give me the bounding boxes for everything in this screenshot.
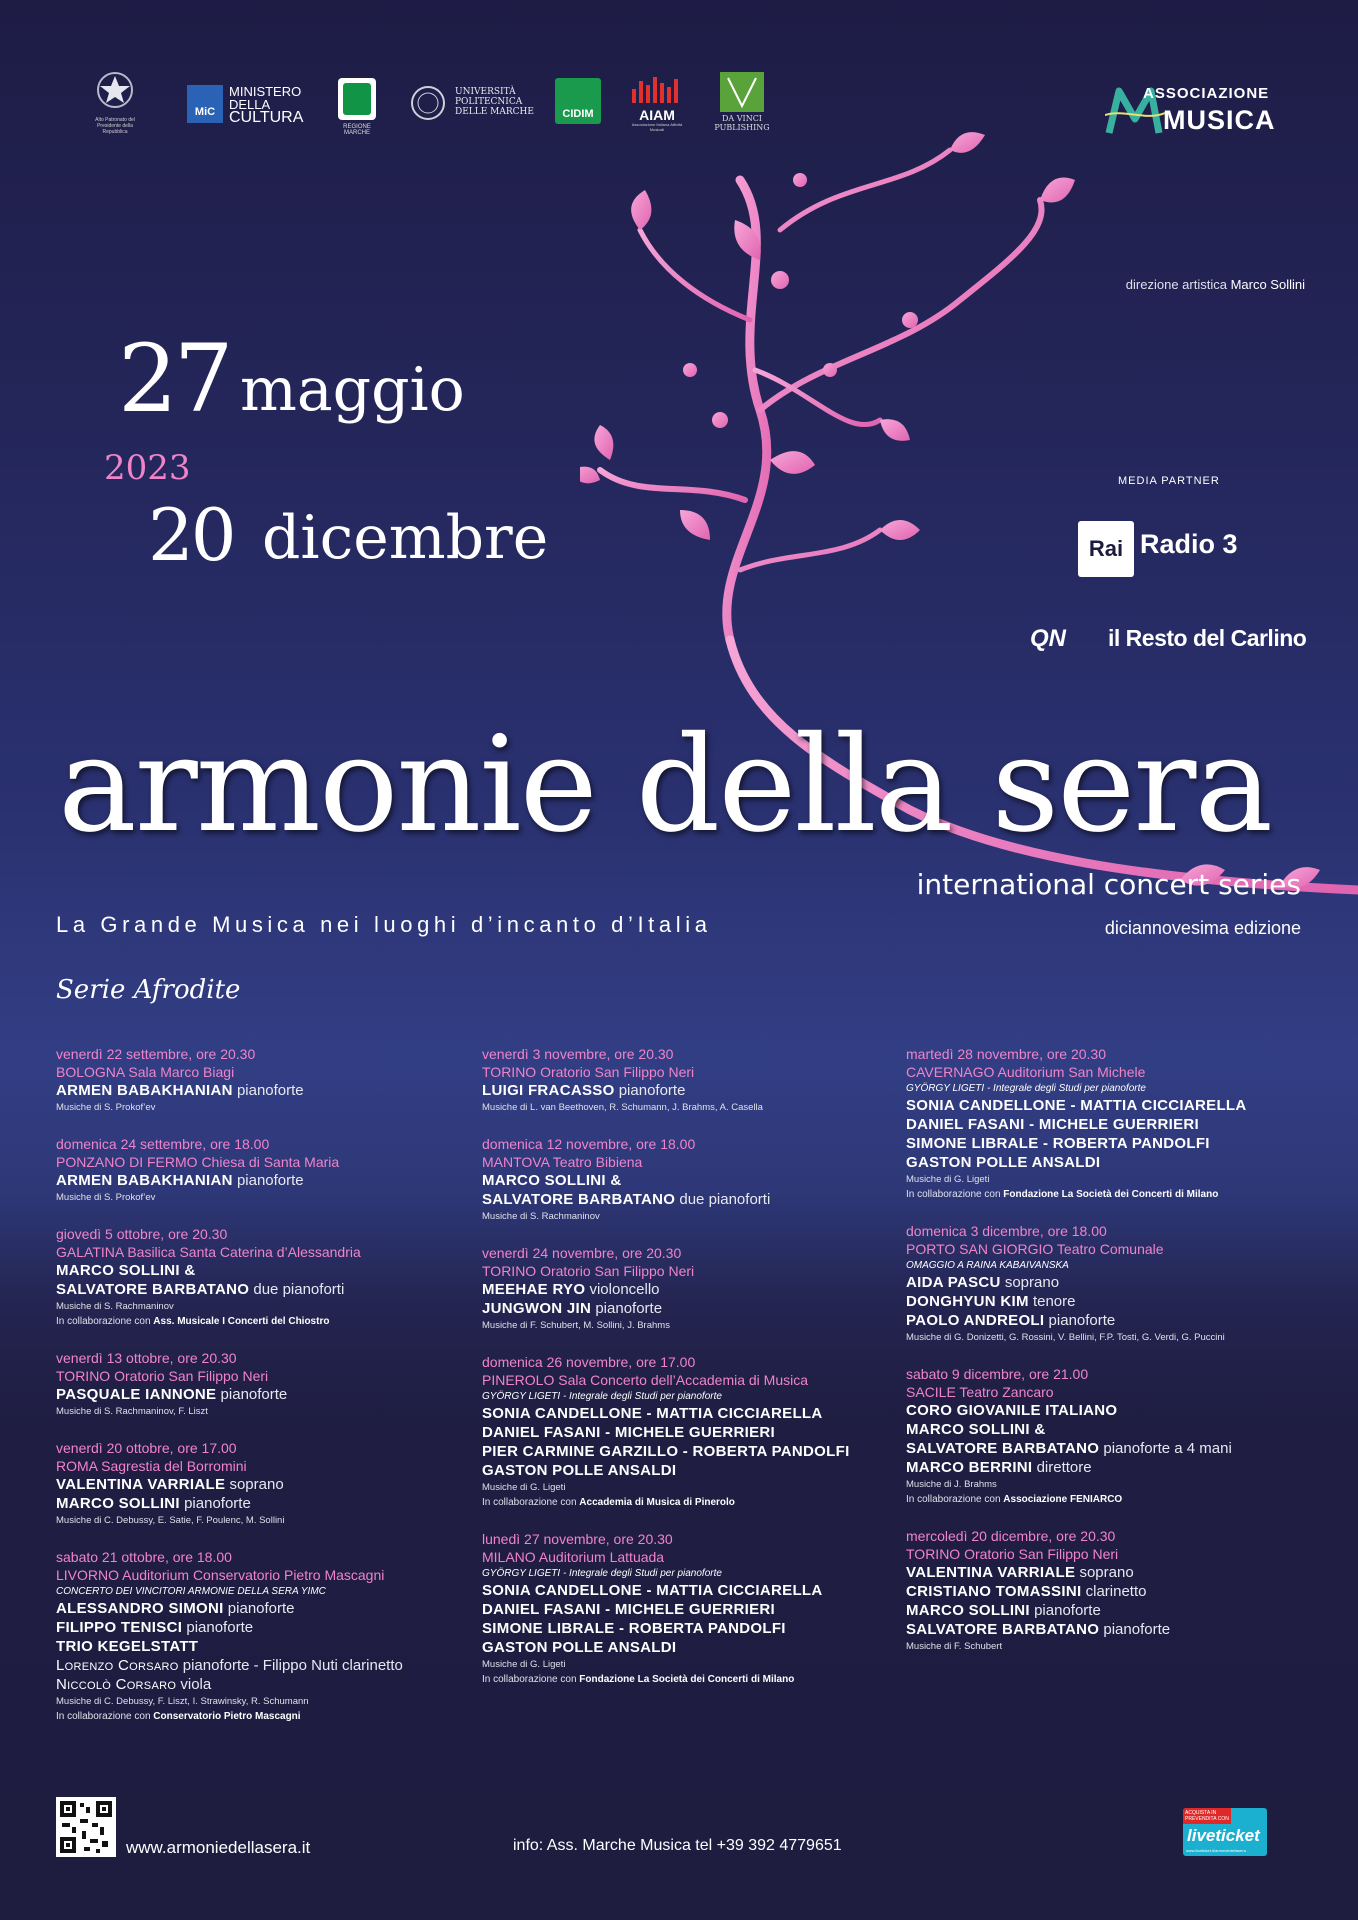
event-collaboration bbox=[906, 1187, 1316, 1202]
performer-name: SALVATORE BARBATANO bbox=[482, 1191, 676, 1208]
director-name: Marco Sollini bbox=[1230, 277, 1305, 292]
performer-name: ALESSANDRO SIMONI bbox=[56, 1600, 224, 1617]
event-venue: PINEROLO Sala Concerto dell’Accademia di Musica bbox=[482, 1372, 809, 1388]
performer-name: GASTON POLLE ANSALDI bbox=[906, 1154, 1101, 1171]
performer-name: DANIEL FASANI - MICHELE GUERRIERI bbox=[482, 1601, 775, 1618]
event-date: domenica 12 novembre, ore 18.00 bbox=[482, 1136, 696, 1152]
mic-line1: MINISTERO bbox=[229, 84, 302, 99]
start-month: maggio bbox=[240, 355, 465, 425]
event-date: martedì 28 novembre, ore 20.30 bbox=[906, 1046, 1107, 1062]
performer bbox=[906, 1115, 1316, 1134]
performer-role: clarinetto bbox=[1085, 1583, 1147, 1600]
event-collaboration bbox=[56, 1709, 466, 1724]
event-item bbox=[56, 1045, 466, 1115]
performer-name: SALVATORE BARBATANO bbox=[906, 1440, 1100, 1457]
performer bbox=[482, 1600, 892, 1619]
association-line2: MUSICA bbox=[1163, 105, 1276, 135]
performer-name: MARCO SOLLINI & bbox=[482, 1172, 622, 1189]
event-music: Musiche di C. Debussy, E. Satie, F. Poulenc, M. Sollini bbox=[56, 1515, 285, 1526]
performer bbox=[56, 1656, 466, 1675]
performer-name: DONGHYUN KIM bbox=[906, 1293, 1029, 1310]
event-collaboration bbox=[56, 1314, 466, 1329]
logo-aiam bbox=[628, 75, 686, 132]
event-date: venerdì 3 novembre, ore 20.30 bbox=[482, 1046, 674, 1062]
performer-name: MARCO SOLLINI bbox=[906, 1602, 1030, 1619]
collab-label: In collaborazione con bbox=[906, 1494, 1001, 1505]
performer bbox=[56, 1385, 466, 1404]
mic-line3: CULTURA bbox=[229, 109, 304, 126]
event-item bbox=[482, 1045, 892, 1115]
performer-role: soprano bbox=[1004, 1274, 1060, 1291]
performer-role: pianoforte a 4 mani bbox=[1103, 1440, 1232, 1457]
performer bbox=[906, 1439, 1316, 1458]
info-contact: info: Ass. Marche Musica tel +39 392 4779651 bbox=[513, 1837, 842, 1854]
performer bbox=[56, 1261, 466, 1280]
performer-name: ARMEN BABAKHANIAN bbox=[56, 1082, 233, 1099]
emblem-icon bbox=[95, 70, 135, 112]
performer bbox=[906, 1458, 1316, 1477]
start-day: 27 bbox=[118, 325, 230, 434]
event-item bbox=[906, 1222, 1316, 1345]
performer bbox=[482, 1442, 892, 1461]
event-date: mercoledì 20 dicembre, ore 20.30 bbox=[906, 1528, 1116, 1544]
performer-role: tenore bbox=[1032, 1293, 1076, 1310]
performer bbox=[56, 1081, 466, 1100]
event-date: giovedì 5 ottobre, ore 20.30 bbox=[56, 1226, 228, 1242]
performer-name: MARCO SOLLINI & bbox=[906, 1421, 1046, 1438]
performer-name: PAOLO ANDREOLI bbox=[906, 1312, 1045, 1329]
event-venue: SACILE Teatro Zancaro bbox=[906, 1384, 1054, 1400]
event-item bbox=[56, 1225, 466, 1329]
performer-name: MARCO BERRINI bbox=[906, 1459, 1033, 1476]
artistic-direction bbox=[1126, 277, 1305, 292]
year: 2023 bbox=[104, 448, 191, 488]
event-date: venerdì 22 settembre, ore 20.30 bbox=[56, 1046, 256, 1062]
performer-role: pianoforte bbox=[186, 1619, 254, 1636]
performer bbox=[56, 1599, 466, 1618]
performer-name: DANIEL FASANI - MICHELE GUERRIERI bbox=[482, 1424, 775, 1441]
event-date: venerdì 20 ottobre, ore 17.00 bbox=[56, 1440, 237, 1456]
performer-role: pianoforte bbox=[618, 1082, 686, 1099]
event-note: OMAGGIO A RAINA KABAIVANSKA bbox=[906, 1260, 1069, 1271]
performer-name: VALENTINA VARRIALE bbox=[56, 1476, 226, 1493]
performer-name: SONIA CANDELLONE - MATTIA CICCIARELLA bbox=[482, 1405, 823, 1422]
performer-role: due pianoforti bbox=[679, 1191, 771, 1208]
davinci-icon bbox=[720, 72, 764, 112]
performer-name: Lorenzo Corsaro bbox=[56, 1657, 179, 1674]
event-music: Musiche di G. Ligeti bbox=[482, 1659, 566, 1670]
performer-role: pianoforte bbox=[227, 1600, 295, 1617]
event-venue: TORINO Oratorio San Filippo Neri bbox=[482, 1263, 695, 1279]
performer bbox=[906, 1311, 1316, 1330]
performer-name: AIDA PASCU bbox=[906, 1274, 1001, 1291]
column-3 bbox=[906, 1045, 1316, 1674]
performer-role: pianoforte bbox=[220, 1386, 288, 1403]
event-note: CONCERTO DEI VINCITORI ARMONIE DELLA SERA YIMC bbox=[56, 1586, 326, 1597]
event-date: domenica 26 novembre, ore 17.00 bbox=[482, 1354, 696, 1370]
performer-role: viola bbox=[180, 1676, 212, 1693]
cidim-label: CIDIM bbox=[562, 108, 594, 120]
performer-role: pianoforte - Filippo Nuti clarinetto bbox=[182, 1657, 403, 1674]
performer-role: soprano bbox=[229, 1476, 284, 1493]
event-music: Musiche di F. Schubert, M. Sollini, J. Brahms bbox=[482, 1320, 670, 1331]
event-item bbox=[482, 1353, 892, 1510]
event-venue: BOLOGNA Sala Marco Biagi bbox=[56, 1064, 235, 1080]
event-venue: GALATINA Basilica Santa Caterina d’Alessandria bbox=[56, 1244, 361, 1260]
event-venue: LIVORNO Auditorium Conservatorio Pietro Mascagni bbox=[56, 1567, 385, 1583]
performer bbox=[906, 1273, 1316, 1292]
ticket-pre: ACQUISTA IN PREVENDITA CON bbox=[1183, 1808, 1231, 1824]
event-venue: PORTO SAN GIORGIO Teatro Comunale bbox=[906, 1241, 1164, 1257]
performer bbox=[482, 1404, 892, 1423]
performer bbox=[482, 1581, 892, 1600]
qn-logo: QN bbox=[1030, 625, 1066, 652]
performer-name: PIER CARMINE GARZILLO - ROBERTA PANDOLFI bbox=[482, 1443, 850, 1460]
performer bbox=[906, 1153, 1316, 1172]
event-venue: TORINO Oratorio San Filippo Neri bbox=[56, 1368, 269, 1384]
event-item bbox=[56, 1548, 466, 1724]
rai-label: Radio 3 bbox=[1140, 529, 1238, 559]
event-music: Musiche di C. Debussy, F. Liszt, I. Strawinsky, R. Schumann bbox=[56, 1696, 309, 1707]
event-music: Musiche di F. Schubert bbox=[906, 1641, 1003, 1652]
direction-label: direzione artistica bbox=[1125, 277, 1227, 292]
edition: diciannovesima edizione bbox=[1104, 918, 1301, 938]
performer-name: SALVATORE BARBATANO bbox=[56, 1281, 250, 1298]
event-music: Musiche di G. Ligeti bbox=[482, 1482, 566, 1493]
performer bbox=[906, 1601, 1316, 1620]
performer bbox=[906, 1292, 1316, 1311]
event-note: GYÖRGY LIGETI - Integrale degli Studi per pianoforte bbox=[906, 1083, 1146, 1094]
regione-caption: REGIONE MARCHE bbox=[343, 124, 371, 136]
tagline: La Grande Musica nei luoghi d’incanto d’Italia bbox=[56, 912, 712, 937]
performer-name: SONIA CANDELLONE - MATTIA CICCIARELLA bbox=[906, 1097, 1247, 1114]
collab-name: Fondazione La Società dei Concerti di Milano bbox=[1003, 1189, 1219, 1200]
performer-name: SALVATORE BARBATANO bbox=[906, 1621, 1100, 1638]
performer-role: pianoforte bbox=[1034, 1602, 1101, 1619]
event-collaboration bbox=[482, 1495, 892, 1510]
event-item bbox=[56, 1439, 466, 1528]
collab-name: Fondazione La Società dei Concerti di Milano bbox=[579, 1674, 795, 1685]
performer-role: due pianoforti bbox=[253, 1281, 345, 1298]
performer bbox=[56, 1171, 466, 1190]
event-item bbox=[482, 1244, 892, 1333]
performer bbox=[482, 1619, 892, 1638]
event-date: lunedì 27 novembre, ore 20.30 bbox=[482, 1531, 673, 1547]
performer-role: pianoforte bbox=[1048, 1312, 1116, 1329]
performer bbox=[482, 1081, 892, 1100]
event-date: venerdì 13 ottobre, ore 20.30 bbox=[56, 1350, 237, 1366]
event-venue: MANTOVA Teatro Bibiena bbox=[482, 1154, 643, 1170]
performer bbox=[56, 1675, 466, 1694]
aiam-label: AIAM bbox=[639, 107, 675, 123]
performer-name: JUNGWON JIN bbox=[482, 1300, 592, 1317]
column-2 bbox=[482, 1045, 892, 1707]
event-date: sabato 9 dicembre, ore 21.00 bbox=[906, 1366, 1089, 1382]
performer-role: soprano bbox=[1079, 1564, 1134, 1581]
performer-name: SIMONE LIBRALE - ROBERTA PANDOLFI bbox=[906, 1135, 1210, 1152]
event-date: venerdì 24 novembre, ore 20.30 bbox=[482, 1245, 682, 1261]
event-item bbox=[56, 1135, 466, 1205]
performer-name: MARCO SOLLINI bbox=[56, 1495, 180, 1512]
event-collaboration bbox=[482, 1672, 892, 1687]
performer-role: pianoforte bbox=[184, 1495, 251, 1512]
seal-icon bbox=[410, 85, 446, 121]
aiam-bars-icon bbox=[630, 75, 684, 103]
performer-role: violoncello bbox=[589, 1281, 660, 1298]
collab-name: Conservatorio Pietro Mascagni bbox=[153, 1711, 301, 1722]
website-link[interactable]: www.armoniedellasera.it bbox=[126, 1838, 311, 1857]
association-line1: ASSOCIAZIONE bbox=[1143, 85, 1270, 102]
collab-name: Ass. Musicale I Concerti del Chiostro bbox=[153, 1316, 330, 1327]
performer bbox=[906, 1563, 1316, 1582]
collab-label: In collaborazione con bbox=[906, 1189, 1001, 1200]
event-music: Musiche di L. van Beethoven, R. Schumann, J. Brahms, A. Casella bbox=[482, 1102, 763, 1113]
event-date: sabato 21 ottobre, ore 18.00 bbox=[56, 1549, 232, 1565]
performer-name: GASTON POLLE ANSALDI bbox=[482, 1639, 677, 1656]
presidenza-caption: Alto Patronato del Presidente della Repubblica bbox=[95, 117, 135, 135]
event-music: Musiche di S. Rachmaninov bbox=[482, 1211, 600, 1222]
collab-label: In collaborazione con bbox=[482, 1674, 577, 1685]
event-venue: CAVERNAGO Auditorium San Michele bbox=[906, 1064, 1146, 1080]
performer bbox=[482, 1423, 892, 1442]
event-music: Musiche di J. Brahms bbox=[906, 1479, 997, 1490]
event-item bbox=[482, 1530, 892, 1687]
event-item bbox=[56, 1349, 466, 1419]
title-sub: international concert series bbox=[916, 868, 1301, 901]
logo-mic bbox=[187, 85, 307, 125]
collab-label: In collaborazione con bbox=[56, 1711, 151, 1722]
mic-line2: DELLA bbox=[229, 97, 271, 112]
event-date: domenica 24 settembre, ore 18.00 bbox=[56, 1136, 270, 1152]
liveticket-badge[interactable] bbox=[1183, 1808, 1267, 1856]
carlino-logo: il Resto del Carlino bbox=[1108, 625, 1307, 651]
event-item bbox=[906, 1045, 1316, 1202]
main-title: armonie della sera bbox=[58, 708, 1272, 862]
performer-role: pianoforte bbox=[595, 1300, 663, 1317]
performer-name: PASQUALE IANNONE bbox=[56, 1386, 217, 1403]
performer-name: ARMEN BABAKHANIAN bbox=[56, 1172, 233, 1189]
performer-name: DANIEL FASANI - MICHELE GUERRIERI bbox=[906, 1116, 1199, 1133]
performer bbox=[906, 1582, 1316, 1601]
performer-name: SIMONE LIBRALE - ROBERTA PANDOLFI bbox=[482, 1620, 786, 1637]
event-date: domenica 3 dicembre, ore 18.00 bbox=[906, 1223, 1107, 1239]
rai-badge: Rai bbox=[1078, 521, 1134, 577]
performer bbox=[482, 1280, 892, 1299]
performer bbox=[906, 1420, 1316, 1439]
event-item bbox=[906, 1365, 1316, 1507]
event-note: GYÖRGY LIGETI - Integrale degli Studi per pianoforte bbox=[482, 1391, 722, 1402]
event-venue: PONZANO DI FERMO Chiesa di Santa Maria bbox=[56, 1154, 340, 1170]
performer bbox=[482, 1461, 892, 1480]
davinci-line1: DA VINCI bbox=[722, 114, 762, 123]
univpm-line2: POLITECNICA bbox=[455, 97, 523, 107]
logo-cidim bbox=[555, 78, 601, 124]
collab-name: Associazione FENIARCO bbox=[1003, 1494, 1123, 1505]
davinci-line2: PUBLISHING bbox=[714, 123, 770, 132]
performer-name: GASTON POLLE ANSALDI bbox=[482, 1462, 677, 1479]
performer bbox=[906, 1134, 1316, 1153]
logo-associazione-musica bbox=[1105, 85, 1310, 140]
collab-name: Accademia di Musica di Pinerolo bbox=[579, 1497, 735, 1508]
performer-role: pianoforte bbox=[236, 1172, 304, 1189]
logo-univpm bbox=[410, 85, 540, 125]
performer-name: SONIA CANDELLONE - MATTIA CICCIARELLA bbox=[482, 1582, 823, 1599]
performer-role: pianoforte bbox=[1103, 1621, 1171, 1638]
performer-role: pianoforte bbox=[236, 1082, 304, 1099]
ticket-brand: liveticket bbox=[1187, 1826, 1260, 1845]
event-music: Musiche di S. Rachmaninov, F. Liszt bbox=[56, 1406, 208, 1417]
performer-name: Niccolò Corsaro bbox=[56, 1676, 177, 1693]
event-venue: ROMA Sagrestia del Borromini bbox=[56, 1458, 247, 1474]
performer bbox=[56, 1280, 466, 1299]
performer-name: MEEHAE RYO bbox=[482, 1281, 586, 1298]
performer bbox=[482, 1171, 892, 1190]
event-item bbox=[906, 1527, 1316, 1654]
event-venue: MILANO Auditorium Lattuada bbox=[482, 1549, 665, 1565]
ticket-url: www.liveticket.it/armoniedellasera bbox=[1186, 1848, 1246, 1853]
qr-code-icon[interactable] bbox=[56, 1797, 116, 1857]
performer-name: LUIGI FRACASSO bbox=[482, 1082, 615, 1099]
media-partner-label: MEDIA PARTNER bbox=[1118, 475, 1220, 487]
performer bbox=[906, 1096, 1316, 1115]
event-music: Musiche di S. Prokof’ev bbox=[56, 1102, 156, 1113]
performer-name: VALENTINA VARRIALE bbox=[906, 1564, 1076, 1581]
collab-label: In collaborazione con bbox=[56, 1316, 151, 1327]
performer-name: TRIO KEGELSTATT bbox=[56, 1638, 199, 1655]
performer-name: MARCO SOLLINI & bbox=[56, 1262, 196, 1279]
end-month: dicembre bbox=[262, 503, 549, 573]
collab-label: In collaborazione con bbox=[482, 1497, 577, 1508]
event-venue: TORINO Oratorio San Filippo Neri bbox=[906, 1546, 1119, 1562]
performer-name: FILIPPO TENISCI bbox=[56, 1619, 183, 1636]
series-name: Serie Afrodite bbox=[56, 975, 241, 1005]
mic-badge: MiC bbox=[187, 85, 223, 123]
performer bbox=[56, 1494, 466, 1513]
performer bbox=[56, 1618, 466, 1637]
performer bbox=[906, 1401, 1316, 1420]
performer-name: CRISTIANO TOMASSINI bbox=[906, 1583, 1082, 1600]
performer bbox=[482, 1190, 892, 1209]
logo-regione bbox=[333, 78, 381, 136]
logo-davinci bbox=[712, 72, 772, 132]
performer bbox=[482, 1638, 892, 1657]
end-day: 20 bbox=[148, 493, 234, 577]
event-music: Musiche di S. Prokof’ev bbox=[56, 1192, 156, 1203]
univpm-line1: UNIVERSITÀ bbox=[455, 87, 516, 97]
event-note: GYÖRGY LIGETI - Integrale degli Studi per pianoforte bbox=[482, 1568, 722, 1579]
column-1 bbox=[56, 1045, 466, 1744]
event-music: Musiche di S. Rachmaninov bbox=[56, 1301, 174, 1312]
event-venue: TORINO Oratorio San Filippo Neri bbox=[482, 1064, 695, 1080]
event-collaboration bbox=[906, 1492, 1316, 1507]
event-music: Musiche di G. Ligeti bbox=[906, 1174, 990, 1185]
logo-presidenza bbox=[85, 70, 145, 140]
univpm-line3: DELLE MARCHE bbox=[455, 107, 534, 117]
performer-name: CORO GIOVANILE ITALIANO bbox=[906, 1402, 1118, 1419]
event-music: Musiche di G. Donizetti, G. Rossini, V. Bellini, F.P. Tosti, G. Verdi, G. Puccini bbox=[906, 1332, 1225, 1343]
performer-role: direttore bbox=[1036, 1459, 1092, 1476]
aiam-caption: Associazione Italiana Attività Musicali bbox=[631, 122, 683, 132]
performer bbox=[56, 1637, 466, 1656]
performer bbox=[906, 1620, 1316, 1639]
performer bbox=[482, 1299, 892, 1318]
event-item bbox=[482, 1135, 892, 1224]
performer bbox=[56, 1475, 466, 1494]
